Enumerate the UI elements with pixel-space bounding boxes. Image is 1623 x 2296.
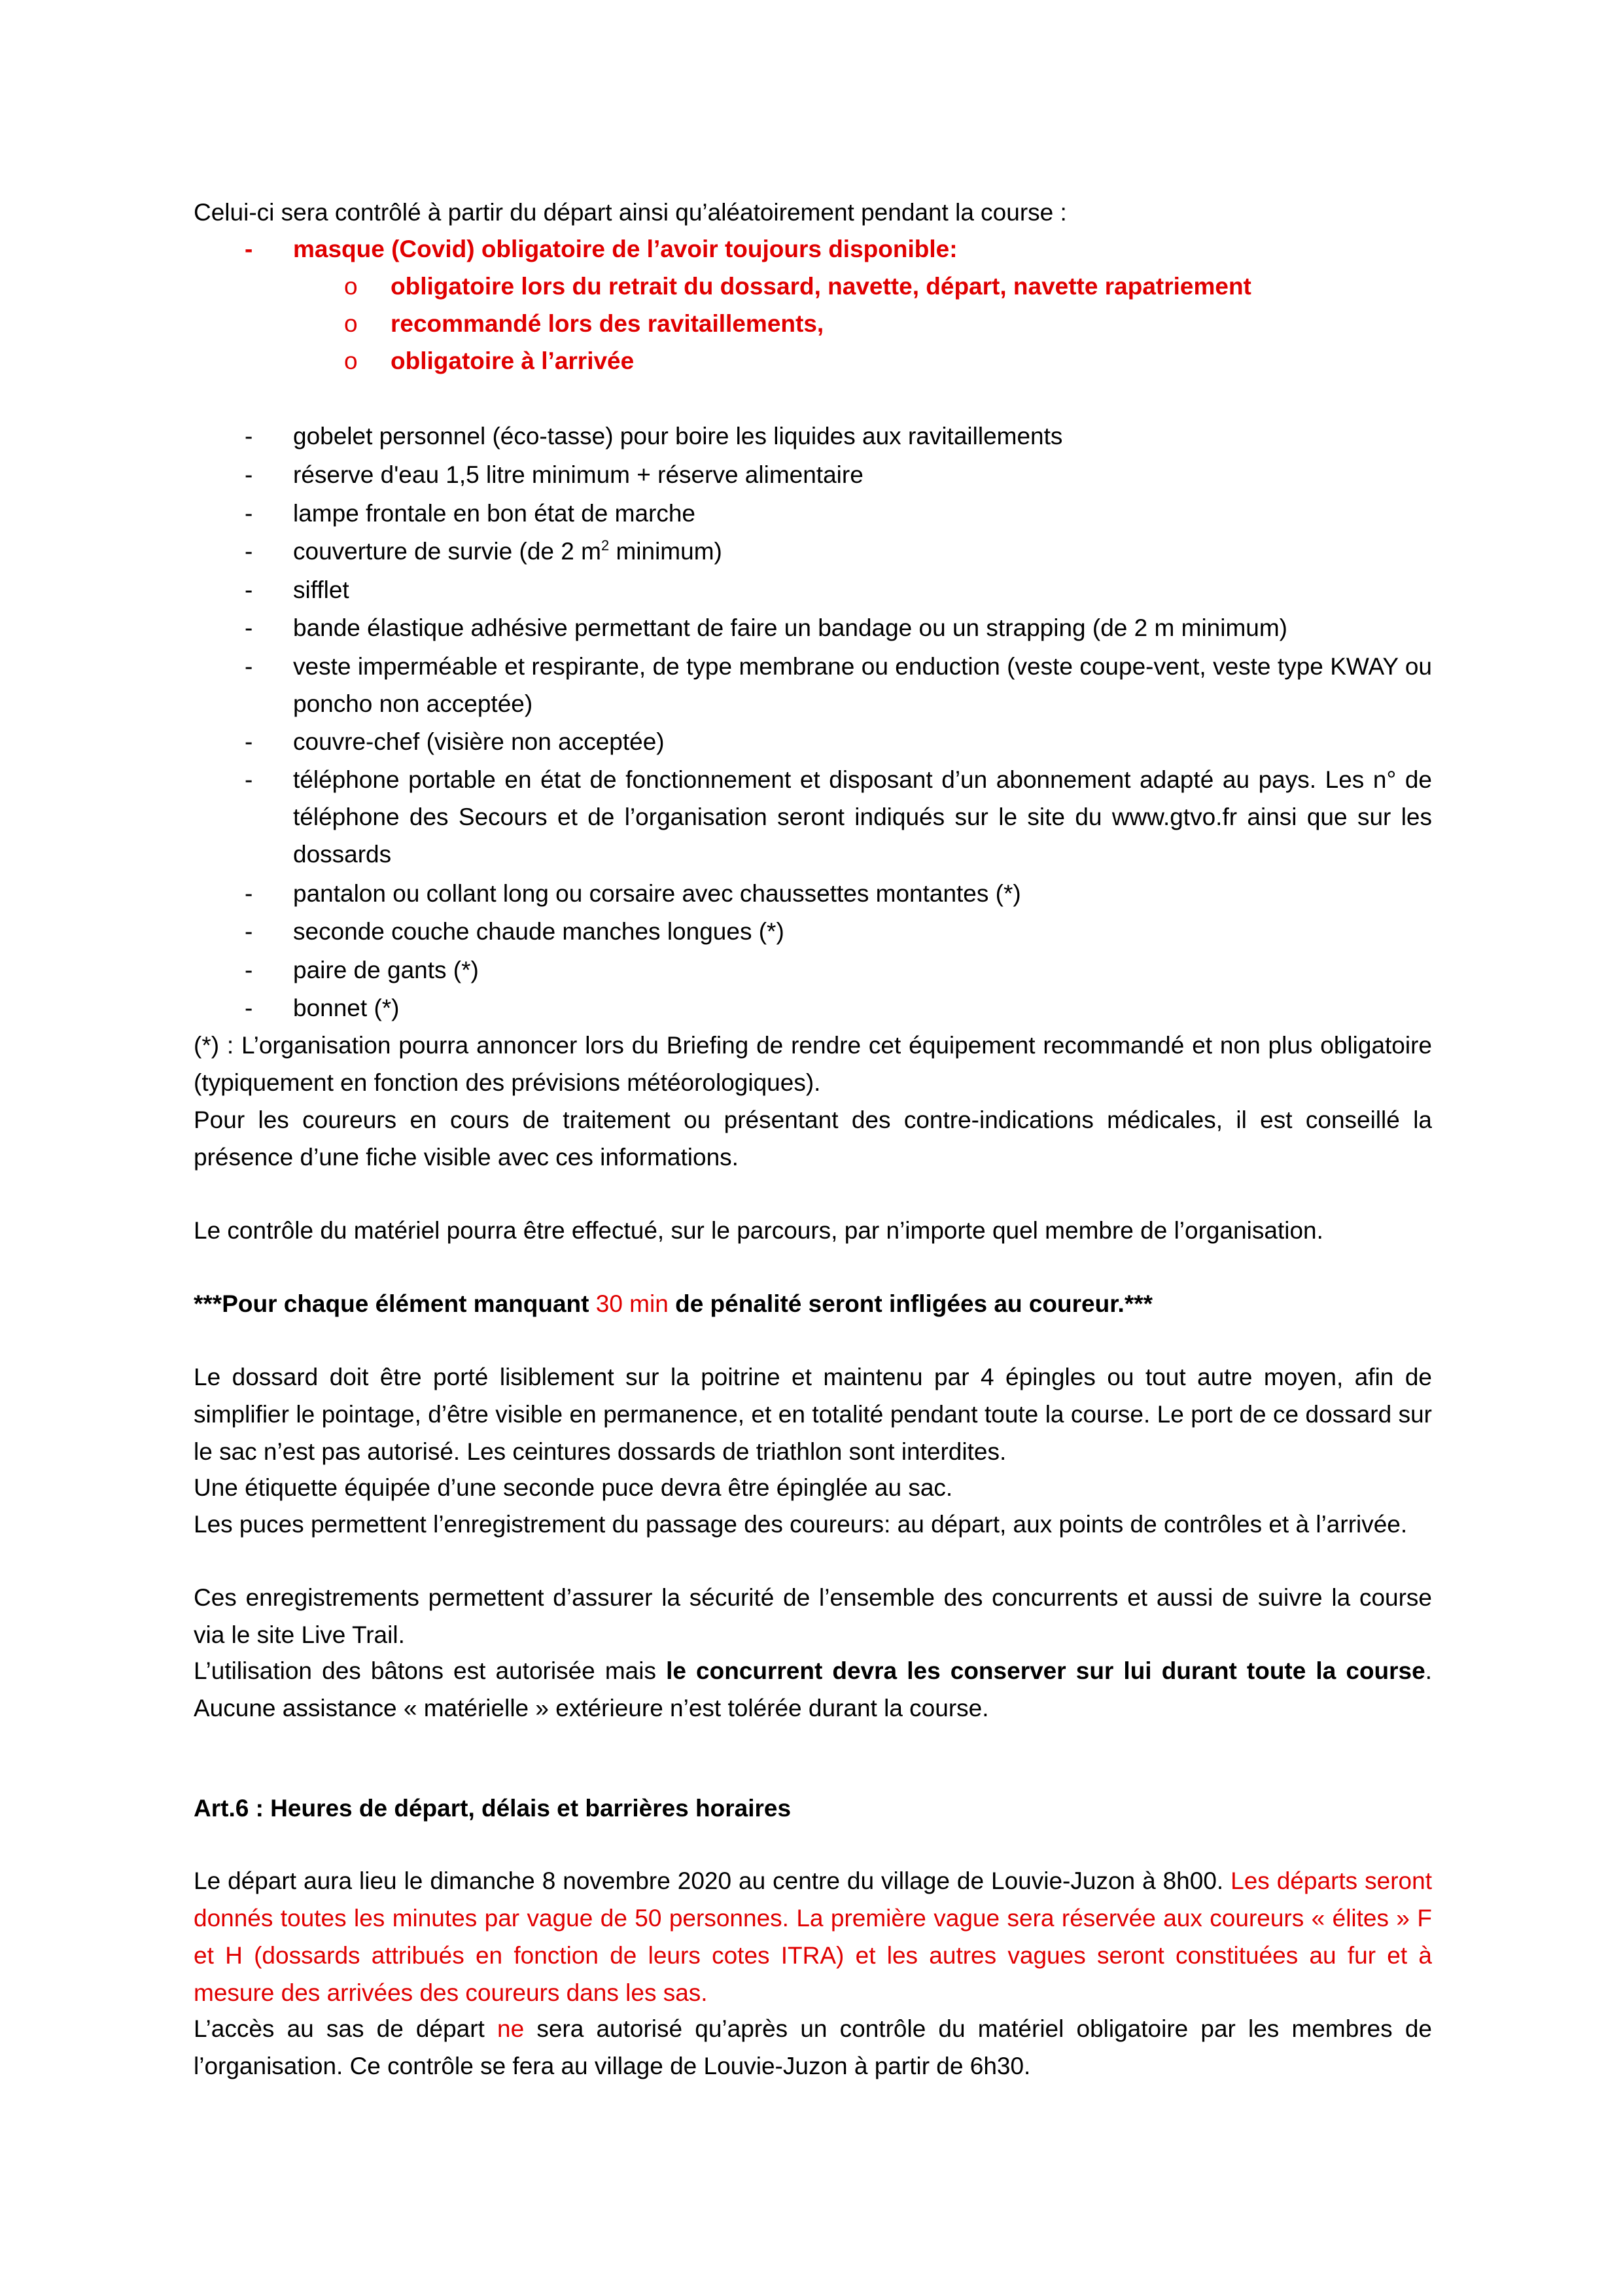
couverture-text-end: minimum) [609, 538, 722, 565]
batons-a: L’utilisation des bâtons est autorisée mais [194, 1657, 667, 1684]
acces-ne: ne [497, 2015, 525, 2042]
dossard-text: Le dossard doit être porté lisiblement sur la poitrine et maintenu par 4 épingles ou tout autre moyen, afin de simplifier le pointage, d’être visible en permanence, et en totalité pendant toute la course. Le port de ce dossard sur le sac n’est pas autorisé. Les ceintures dossards de triathlon sont interdites. [194, 1364, 1432, 1465]
bullet-dash: - [245, 957, 253, 983]
equipment-telephone: téléphone portable en état de fonctionnement et disposant d’un abonnement adapté au pays. Les n° de téléphone des Secours et de l’organisation seront indiqués sur le site du www.gtvo.fr ainsi que sur les dossards [293, 766, 1432, 868]
penalty-duration: 30 min [595, 1290, 669, 1317]
bullet-dash: - [245, 538, 253, 565]
depart-text [194, 1862, 1432, 2011]
bullet-dash: - [245, 461, 253, 488]
equipment-gants: paire de gants (*) [293, 957, 479, 983]
puces-text: Les puces permettent l’enregistrement du passage des coureurs: au départ, aux points de contrôles et à l’arrivée. [194, 1511, 1408, 1538]
enregistrements-text: Ces enregistrements permettent d’assurer la sécurité de l’ensemble des concurrents et aussi de suivre la course via le site Live Trail. [194, 1584, 1432, 1648]
bullet-dash: - [245, 236, 253, 262]
equipment-bande: bande élastique adhésive permettant de faire un bandage ou un strapping (de 2 m minimum) [293, 614, 1287, 641]
bullet-dash: - [245, 918, 253, 945]
acces-a: L’accès au sas de départ [194, 2015, 497, 2042]
masque-title: masque (Covid) obligatoire de l’avoir toujours disponible: [293, 236, 958, 262]
batons-bold: le concurrent devra les conserver sur lui durant toute la course [666, 1657, 1425, 1684]
controle-text: Le contrôle du matériel pourra être effectué, sur le parcours, par n’importe quel membre de l’organisation. [194, 1217, 1323, 1244]
intro-text: Celui-ci sera contrôlé à partir du départ ainsi qu’aléatoirement pendant la course : [194, 199, 1067, 226]
bullet-dash: - [245, 576, 253, 603]
depart-a: Le départ aura lieu le dimanche 8 novembre 2020 au centre du village de Louvie-Juzon à 8h00. [194, 1867, 1231, 1894]
superscript-2: 2 [601, 537, 610, 554]
equipment-sifflet: sifflet [293, 576, 349, 603]
equipment-couvre-chef: couvre-chef (visière non acceptée) [293, 728, 665, 755]
equipment-lampe: lampe frontale en bon état de marche [293, 500, 695, 527]
masque-item-1: obligatoire lors du retrait du dossard, navette, départ, navette rapatriement [391, 273, 1251, 300]
equipment-gobelet: gobelet personnel (éco-tasse) pour boire les liquides aux ravitaillements [293, 423, 1063, 450]
note-star: (*) : L’organisation pourra annoncer lors du Briefing de rendre cet équipement recommandé et non plus obligatoire (typiquement en fonction des prévisions météorologiques). [194, 1032, 1432, 1096]
bullet-dash: - [245, 500, 253, 527]
penalty-a: ***Pour chaque élément manquant [194, 1290, 596, 1317]
art6-title: Art.6 : Heures de départ, délais et barrières horaires [194, 1795, 792, 1822]
bullet-dash: - [245, 614, 253, 641]
masque-item-3: obligatoire à l’arrivée [391, 347, 635, 374]
batons-text [194, 1652, 1432, 1727]
couverture-text: couverture de survie (de 2 m [293, 538, 601, 565]
penalty-b: de pénalité seront infligées au coureur.*** [668, 1290, 1153, 1317]
acces-text [194, 2010, 1432, 2085]
sub-bullet: o [344, 273, 358, 300]
note-medical: Pour les coureurs en cours de traitement ou présentant des contre-indications médicales, il est conseillé la présence d’une fiche visible avec ces informations. [194, 1106, 1432, 1171]
equipment-eau: réserve d'eau 1,5 litre minimum + réserve alimentaire [293, 461, 864, 488]
equipment-couverture [293, 533, 722, 570]
sub-bullet: o [344, 310, 358, 337]
bullet-dash: - [245, 728, 253, 755]
equipment-veste: veste imperméable et respirante, de type membrane ou enduction (veste coupe-vent, veste type KWAY ou poncho non acceptée) [293, 653, 1432, 717]
equipment-pantalon: pantalon ou collant long ou corsaire avec chaussettes montantes (*) [293, 880, 1021, 907]
penalty-text [194, 1285, 1432, 1322]
bullet-dash: - [245, 653, 253, 680]
masque-item-2: recommandé lors des ravitaillements, [391, 310, 824, 337]
bullet-dash: - [245, 995, 253, 1021]
etiquette-text: Une étiquette équipée d’une seconde puce devra être épinglée au sac. [194, 1474, 953, 1501]
bullet-dash: - [245, 880, 253, 907]
acces-b: sera autorisé qu’après un contrôle du matériel obligatoire par les membres de l’organisation. Ce contrôle se fera au village de Louvie-Juzon à partir de 6h30. [194, 2015, 1432, 2079]
equipment-seconde-couche: seconde couche chaude manches longues (*) [293, 918, 784, 945]
sub-bullet: o [344, 347, 358, 374]
equipment-bonnet: bonnet (*) [293, 995, 400, 1021]
depart-waves: Les départs seront donnés toutes les minutes par vague de 50 personnes. La première vague sera réservée aux coureurs « élites » F et H (dossards attribués en fonction de leurs cotes ITRA) et les autres vagues seront constituées au fur et à mesure des arrivées des coureurs dans les sas. [194, 1867, 1432, 2006]
bullet-dash: - [245, 423, 253, 450]
bullet-dash: - [245, 766, 253, 793]
batons-b: . Aucune assistance « matérielle » extérieure n’est tolérée durant la course. [194, 1657, 1432, 1722]
